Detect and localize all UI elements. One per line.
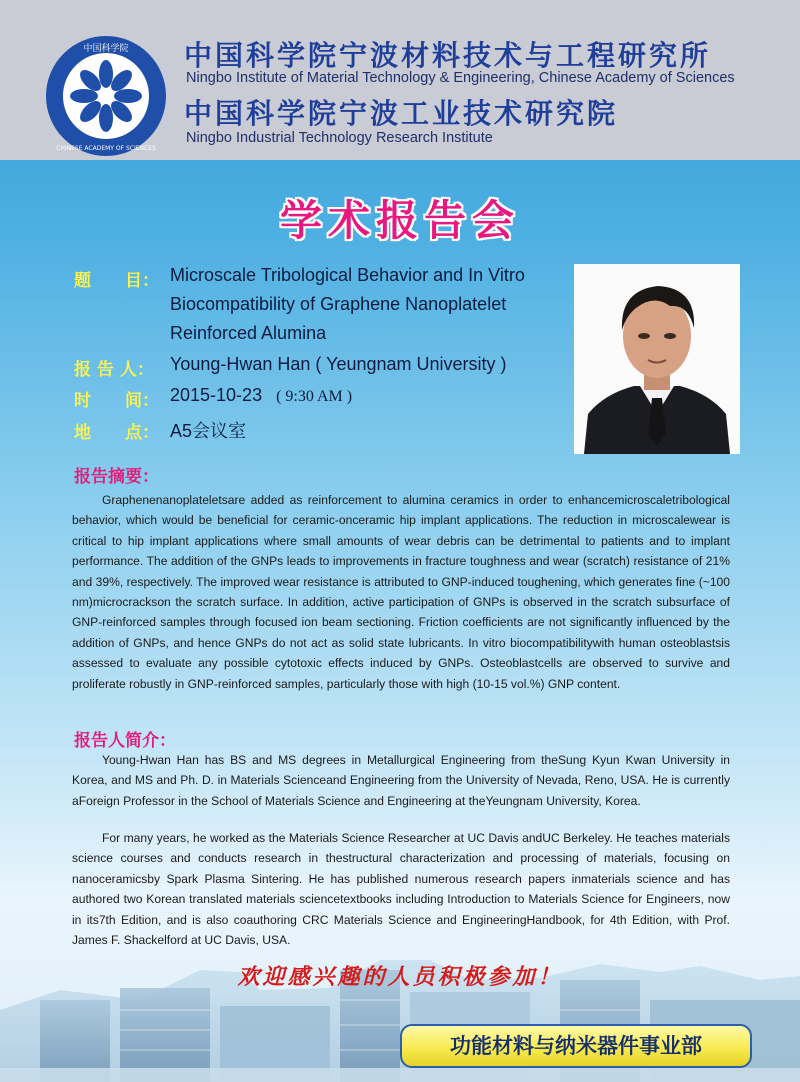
topic-line-2: Biocompatibility of Graphene Nanoplatelet — [170, 294, 507, 314]
bio-heading: 报告人简介： — [74, 731, 176, 751]
speaker-value: Young-Hwan Han ( Yeungnam University ) — [170, 354, 507, 374]
speaker-photo — [574, 264, 740, 454]
place-value: A5会议室 — [170, 421, 247, 441]
institute-name-cn-1: 中国科学院宁波材料技术与工程研究所 — [184, 39, 712, 72]
time-label: 时 间： — [74, 391, 159, 411]
date-value: 2015-10-23 — [170, 385, 263, 405]
abstract-heading: 报告摘要： — [74, 467, 159, 487]
header-band — [0, 0, 800, 160]
topic-line-1: Microscale Tribological Behavior and In Vitro — [170, 265, 525, 285]
topic-label: 题 目： — [74, 271, 159, 291]
clock-time: ( 9:30 AM ) — [276, 388, 353, 405]
institute-name-cn-2: 中国科学院宁波工业技术研究院 — [184, 97, 619, 130]
bio-paragraph-2: For many years, he worked as the Materials Science Researcher at UC Davis andUC Berkeley. He teaches materials science courses and conducts research in thestructural characterization and processing of materials, focusing on nanoceramicsby Spark Plasma Sintering. He has published numerous research papers inmaterials science and has authored two Korean translated materials sciencetextbooks including Introduction to Materials Science for Engineers, now in its7th Edition, and is also coauthoring CRC Materials Science and EngineeringHandbook, for 4th Edition, with Prof. James F. Shackelford at UC Davis, USA. — [72, 831, 730, 948]
time-value — [170, 385, 352, 406]
abstract-text: Graphenenanoplateletsare added as reinforcement to alumina ceramics in order to enhancemicroscaletribological behavior, which would be beneficial for ceramic-onceramic hip implant applications. The reduction in microscalewear is critical to hip implant applications where small amounts of wear debris can be detrimental to patients and to implant performance. The addition of the GNPs leads to improvements in fracture toughness and wear (scratch) resistance of 21% and 39%, respectively. The improved wear resistance is attributed to GNP-induced toughening, which generates fine (~100 nm)microcrackson the scratch surface. In addition, active participation of GNPs is observed in the scratch subsurface of GNP-reinforced samples through focused ion beam sectioning. Friction coefficients are not significantly influenced by the addition of GNPs, and hence GNPs do not act as solid state lubricants. In vitro biocompatibilitywith human osteoblastsis assessed to evaluate any possible cytotoxic effects induced by GNPs. Osteoblastcells are observed to survive and proliferate robustly in GNP-reinforced samples, particularly those with high (10-15 vol.%) GNP content. — [72, 493, 730, 691]
cas-logo-icon — [44, 34, 168, 158]
department-badge: 功能材料与纳米器件事业部 — [400, 1024, 752, 1068]
bio-paragraph-1: Young-Hwan Han has BS and MS degrees in Metallurgical Engineering from theSung Kyun Kwan University in Korea, and MS and Ph. D. in Materials Scienceand Engineering from the University of Nevada, Reno, USA. He is currently aForeign Professor in the School of Materials Science and Engineering at theYeungnam University, Korea. — [72, 753, 730, 808]
institute-name-en-2: Ningbo Industrial Technology Research Institute — [186, 130, 493, 146]
welcome-message: 欢迎感兴趣的人员积极参加！ — [237, 964, 563, 990]
topic-line-3: Reinforced Alumina — [170, 323, 327, 343]
place-label: 地 点： — [74, 423, 159, 443]
logo-ring-text: CHINESE ACADEMY OF SCIENCES — [56, 145, 156, 152]
logo-text: 中国科学院 — [83, 44, 129, 54]
speaker-label: 报 告 人： — [74, 360, 154, 380]
page-title: 学术报告会 — [279, 196, 520, 245]
institute-name-en-1: Ningbo Institute of Material Technology & Engineering, Chinese Academy of Sciences — [186, 70, 735, 86]
